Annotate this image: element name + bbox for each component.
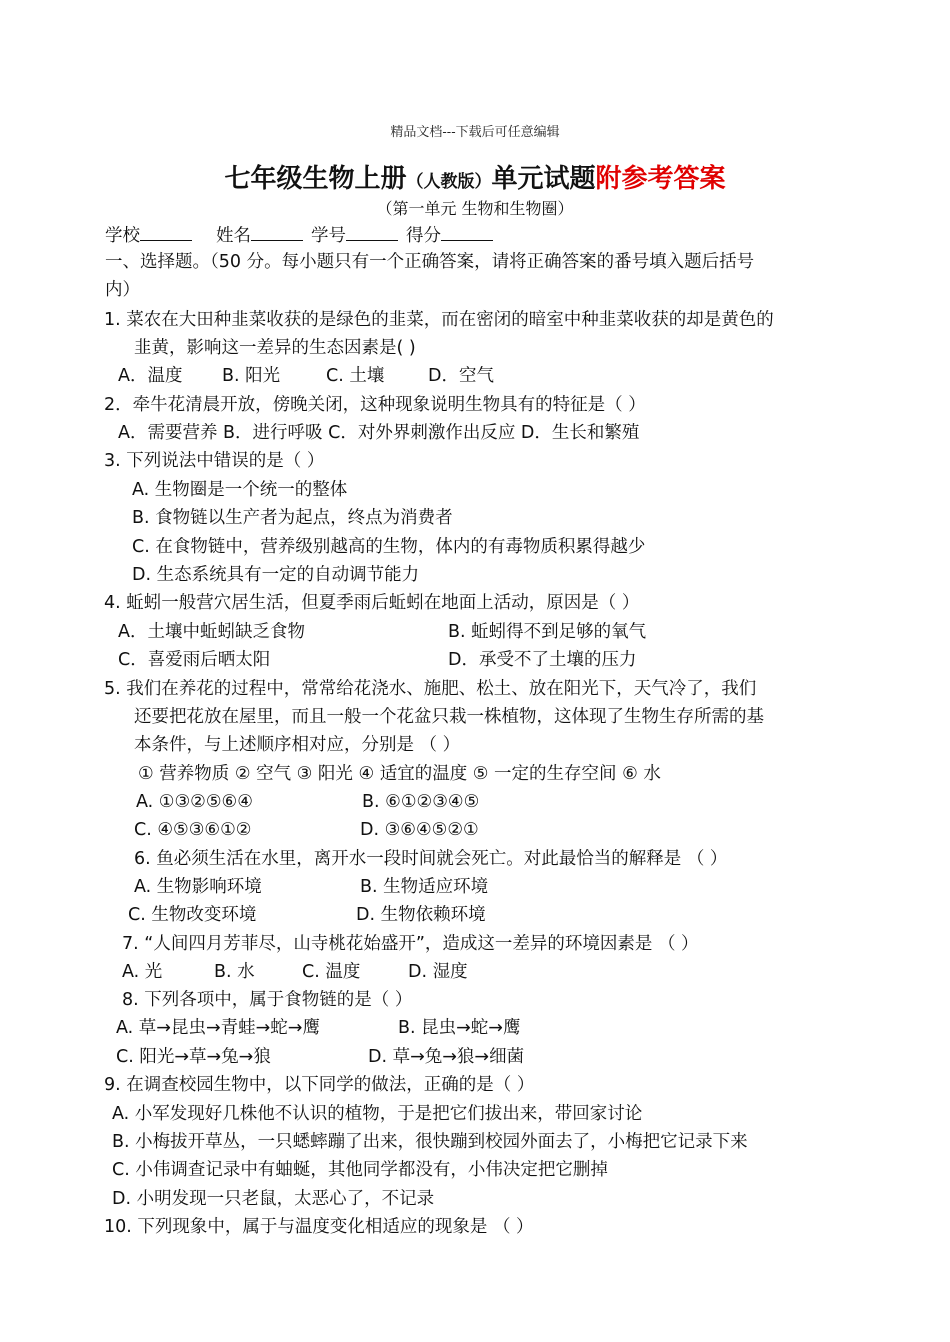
score-blank bbox=[441, 222, 493, 241]
question-10-stem: 10. 下列现象中，属于与温度变化相适应的现象是 （ ） bbox=[104, 1217, 534, 1237]
question-8-option-b: B. 昆虫→蛇→鹰 bbox=[398, 1018, 521, 1038]
question-1-option-d: D．空气 bbox=[428, 366, 494, 386]
school-label: 学校 bbox=[105, 226, 140, 246]
question-8-option-a: A. 草→昆虫→青蛙→蛇→鹰 bbox=[116, 1018, 320, 1038]
question-2-stem: 2．牵牛花清晨开放，傍晚关闭，这种现象说明生物具有的特征是（ ） bbox=[104, 395, 646, 415]
question-4-option-d: D．承受不了土壤的压力 bbox=[448, 650, 637, 670]
question-9-option-b: B. 小梅拔开草丛，一只蟋蟀蹦了出来，很快蹦到校园外面去了，小梅把它记录下来 bbox=[112, 1132, 748, 1152]
question-5-stem-cont-2: 本条件，与上述顺序相对应，分别是 （ ） bbox=[134, 735, 461, 755]
question-5-items: ① 营养物质 ② 空气 ③ 阳光 ④ 适宜的温度 ⑤ 一定的生存空间 ⑥ 水 bbox=[138, 764, 661, 784]
question-3-option-a: A. 生物圈是一个统一的整体 bbox=[132, 480, 348, 500]
section-instructions-cont: 内） bbox=[105, 280, 140, 300]
question-5-stem: 5. 我们在养花的过程中，常常给花浇水、施肥、松土、放在阳光下，天气冷了，我们 bbox=[104, 679, 757, 699]
score-label: 得分 bbox=[406, 226, 441, 246]
question-4-option-a: A．土壤中蚯蚓缺乏食物 bbox=[118, 622, 305, 642]
document-subtitle: （第一单元 生物和生物圈） bbox=[376, 199, 574, 218]
question-7-option-b: B. 水 bbox=[214, 962, 255, 982]
question-1-stem-cont: 韭黄，影响这一差异的生态因素是( ) bbox=[134, 338, 416, 358]
question-2-options: A．需要营养 B．进行呼吸 C．对外界刺激作出反应 D．生长和繁殖 bbox=[118, 423, 640, 443]
question-6-option-a: A. 生物影响环境 bbox=[134, 877, 262, 897]
question-7-option-d: D. 湿度 bbox=[408, 962, 468, 982]
name-blank bbox=[251, 222, 303, 241]
document-title bbox=[0, 158, 950, 195]
question-5-option-d: D. ③⑥④⑤②① bbox=[360, 820, 479, 840]
question-3-stem: 3. 下列说法中错误的是（ ） bbox=[104, 451, 325, 471]
question-8-option-c: C. 阳光→草→兔→狼 bbox=[116, 1047, 271, 1067]
title-edition: （人教版） bbox=[406, 172, 492, 192]
question-9-option-a: A. 小军发现好几株他不认识的植物，于是把它们拔出来，带回家讨论 bbox=[112, 1104, 643, 1124]
question-1-option-a: A．温度 bbox=[118, 366, 183, 386]
question-1-stem: 1. 菜农在大田种韭菜收获的是绿色的韭菜，而在密闭的暗室中种韭菜收获的却是黄色的 bbox=[104, 310, 774, 330]
question-3-option-b: B. 食物链以生产者为起点，终点为消费者 bbox=[132, 508, 453, 528]
question-9-option-c: C. 小伟调查记录中有蚰蜒，其他同学都没有，小伟决定把它删掉 bbox=[112, 1160, 608, 1180]
question-8-option-d: D. 草→兔→狼→细菌 bbox=[368, 1047, 525, 1067]
question-6-option-c: C. 生物改变环境 bbox=[128, 905, 257, 925]
number-blank bbox=[346, 222, 398, 241]
title-main: 七年级生物上册 bbox=[224, 164, 407, 194]
question-5-option-a: A. ①③②⑤⑥④ bbox=[136, 792, 253, 812]
question-6-option-d: D. 生物依赖环境 bbox=[356, 905, 486, 925]
question-1-option-b: B. 阳光 bbox=[222, 366, 281, 386]
question-8-stem: 8. 下列各项中，属于食物链的是（ ） bbox=[122, 990, 413, 1010]
question-4-option-c: C．喜爱雨后晒太阳 bbox=[118, 650, 271, 670]
section-instructions: 一、选择题。（50 分。每小题只有一个正确答案，请将正确答案的番号填入题后括号 bbox=[105, 252, 755, 272]
question-5-stem-cont: 还要把花放在屋里，而且一般一个花盆只栽一株植物，这体现了生物生存所需的基 bbox=[134, 707, 764, 727]
student-info-row bbox=[105, 222, 493, 248]
number-label: 学号 bbox=[311, 226, 346, 246]
question-4-stem: 4. 蚯蚓一般营穴居生活，但夏季雨后蚯蚓在地面上活动，原因是（ ） bbox=[104, 593, 640, 613]
title-answers: 附参考答案 bbox=[595, 164, 726, 194]
page-header: 精品文档---下载后可任意编辑 bbox=[390, 125, 560, 140]
question-4-option-b: B. 蚯蚓得不到足够的氧气 bbox=[448, 622, 647, 642]
school-blank bbox=[140, 222, 192, 241]
question-7-option-a: A. 光 bbox=[122, 962, 163, 982]
question-1-option-c: C. 土壤 bbox=[326, 366, 385, 386]
question-5-option-c: C. ④⑤③⑥①② bbox=[134, 820, 252, 840]
question-9-option-d: D. 小明发现一只老鼠，太恶心了，不记录 bbox=[112, 1189, 435, 1209]
question-9-stem: 9. 在调查校园生物中，以下同学的做法，正确的是（ ） bbox=[104, 1075, 535, 1095]
question-5-option-b: B. ⑥①②③④⑤ bbox=[362, 792, 480, 812]
title-unit: 单元试题 bbox=[491, 164, 596, 194]
question-7-option-c: C. 温度 bbox=[302, 962, 361, 982]
question-3-option-c: C. 在食物链中，营养级别越高的生物，体内的有毒物质积累得越少 bbox=[132, 537, 646, 557]
name-label: 姓名 bbox=[216, 226, 251, 246]
question-7-stem: 7. “人间四月芳菲尽，山寺桃花始盛开”，造成这一差异的环境因素是 （ ） bbox=[122, 934, 699, 954]
question-6-option-b: B. 生物适应环境 bbox=[360, 877, 489, 897]
question-6-stem: 6. 鱼必须生活在水里，离开水一段时间就会死亡。对此最恰当的解释是 （ ） bbox=[134, 849, 728, 869]
question-3-option-d: D. 生态系统具有一定的自动调节能力 bbox=[132, 565, 420, 585]
